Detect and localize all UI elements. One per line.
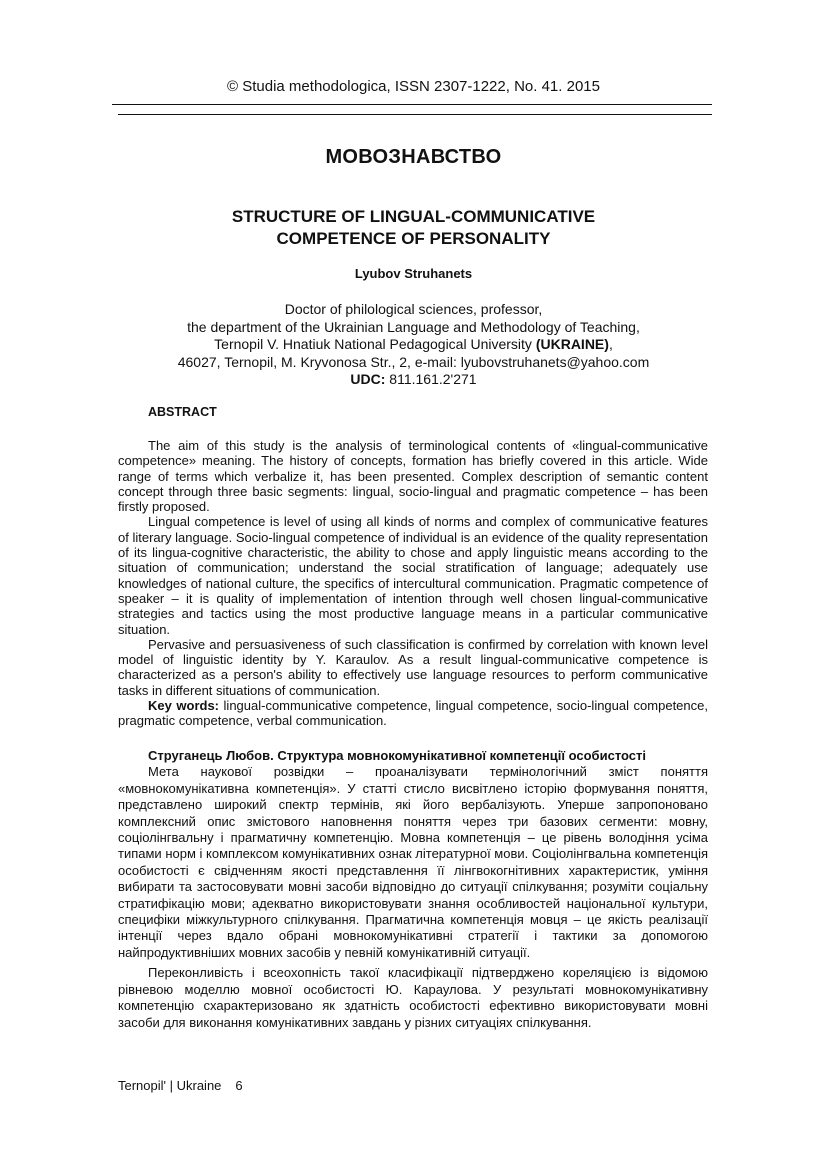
- header-rule-thin: [112, 104, 712, 105]
- journal-header: © Studia methodologica, ISSN 2307-1222, No. 41. 2015: [227, 78, 600, 95]
- header-rule-thick: [118, 114, 712, 115]
- abstract-en-paragraph-2: Lingual competence is level of using all kinds of norms and complex of communicative features of literary language. Socio-lingual competence of individual is an evidence of the quality representation of its lingua-cognitive characteristic, the ability to chose and apply linguistic means according to the situation of communication; understand the social stratification of language; adequately use knowledges of national culture, the specifics of intercultural communication. Pragmatic competence of speaker – it is quality of implementation of intention through well chosen lingual-communicative strategies and tactics using the most productive language means in a particular communicative situation.: [118, 514, 708, 637]
- title-line-2: COMPETENCE OF PERSONALITY: [276, 229, 551, 248]
- page-footer: [118, 1078, 243, 1093]
- footer-place: Ternopil' | Ukraine: [118, 1078, 222, 1093]
- page-number: 6: [235, 1078, 243, 1093]
- keywords: [118, 698, 708, 729]
- affiliation-line-4: 46027, Ternopil, M. Kryvonosa Str., 2, e-mail: lyubovstruhanets@yahoo.com: [177, 353, 650, 370]
- abstract-en-paragraph-3: Pervasive and persuasiveness of such classification is confirmed by correlation with known level model of linguistic identity by Y. Karaulov. As a result lingual-communicative competence is characterized as a person's ability to effectively use language resources to perform communicative tasks in different situations of communication.: [118, 636, 708, 698]
- abstract-en-paragraph-1: The aim of this study is the analysis of terminological contents of «lingual-communicative competence» meaning. The history of concepts, formation has briefly covered in this article. Wide range of terms which verbalize it, has been presented. Complex description of semantic content concept through three basic segments: lingual, socio-lingual and pragmatic competence – has been firstly proposed.: [118, 438, 708, 515]
- keywords-label: Key words:: [148, 698, 219, 714]
- section-title: МОВОЗНАВСТВО: [325, 146, 502, 168]
- udc-line: [0, 371, 827, 389]
- country-label: (UKRAINE): [535, 336, 609, 352]
- udc-label: UDC:: [350, 371, 386, 387]
- abstract-ua-paragraph-2: Переконливість і всеохопність такої класифікації підтверджено кореляцією із відомою рівневою моделлю мовної особистості Ю. Караулова. У результаті мовнокомунікативну компетенцію схарактеризовано як здатність особистості ефективно використовувати мовні засоби для виконання комунікативних завдань у різних ситуаціях спілкування.: [118, 965, 708, 1030]
- university-name: Ternopil V. Hnatiuk National Pedagogical University: [214, 336, 536, 352]
- abstract-ua-heading: Струганець Любов. Структура мовнокомунікативної компетенції особистості: [148, 748, 646, 763]
- affiliation-line-1: Doctor of philological sciences, professor,: [284, 301, 543, 317]
- udc-value: 811.161.2'271: [385, 371, 477, 387]
- article-title: [0, 206, 827, 250]
- abstract-heading: ABSTRACT: [148, 405, 217, 419]
- affiliation-comma: ,: [608, 336, 613, 352]
- abstract-english: [118, 438, 708, 729]
- author-name: Lyubov Struhanets: [354, 266, 473, 281]
- affiliation-line-2: the department of the Ukrainian Language and Methodology of Teaching,: [187, 318, 640, 335]
- title-line-1: STRUCTURE OF LINGUAL-COMMUNICATIVE: [231, 207, 596, 226]
- abstract-ua-paragraph-1: Мета наукової розвідки – проаналізувати термінологічний зміст поняття «мовнокомунікативна компетенція». У статті стисло висвітлено історію формування поняття, представлено широкий спектр термінів, які його вербалізують. Уперше запропоновано комплексний опис змістового наповнення поняття через три базових сегменти: мовну, соціолінгвальну і прагматичну компетенцію. Мовна компетенція – це рівень володіння усіма типами норм і комплексом комунікативних ознак літературної мови. Соціолінгвальна компетенція особистості є свідченням якості представлення її лінгвокогнітивних характеристик, уміння вибирати та застосовувати мовні засоби відповідно до ситуації спілкування; розуміти соціальну стратифікацію мови; адекватно використовувати знання особливостей національної культури, специфіки міжкультурного спілкування. Прагматична компетенція мовця – це якість реалізації інтенції через вдало обрані мовнокомунікативні стратегії і тактики за допомогою найпродуктивніших мовних засобів у певній комунікативній ситуації.: [118, 764, 708, 960]
- author-affiliation: [0, 301, 827, 389]
- keywords-text: lingual-communicative competence, lingual competence, socio-lingual competence, pragmatic competence, verbal communication.: [118, 698, 708, 729]
- abstract-ukrainian: [118, 748, 708, 1031]
- affiliation-line-3: [0, 336, 827, 354]
